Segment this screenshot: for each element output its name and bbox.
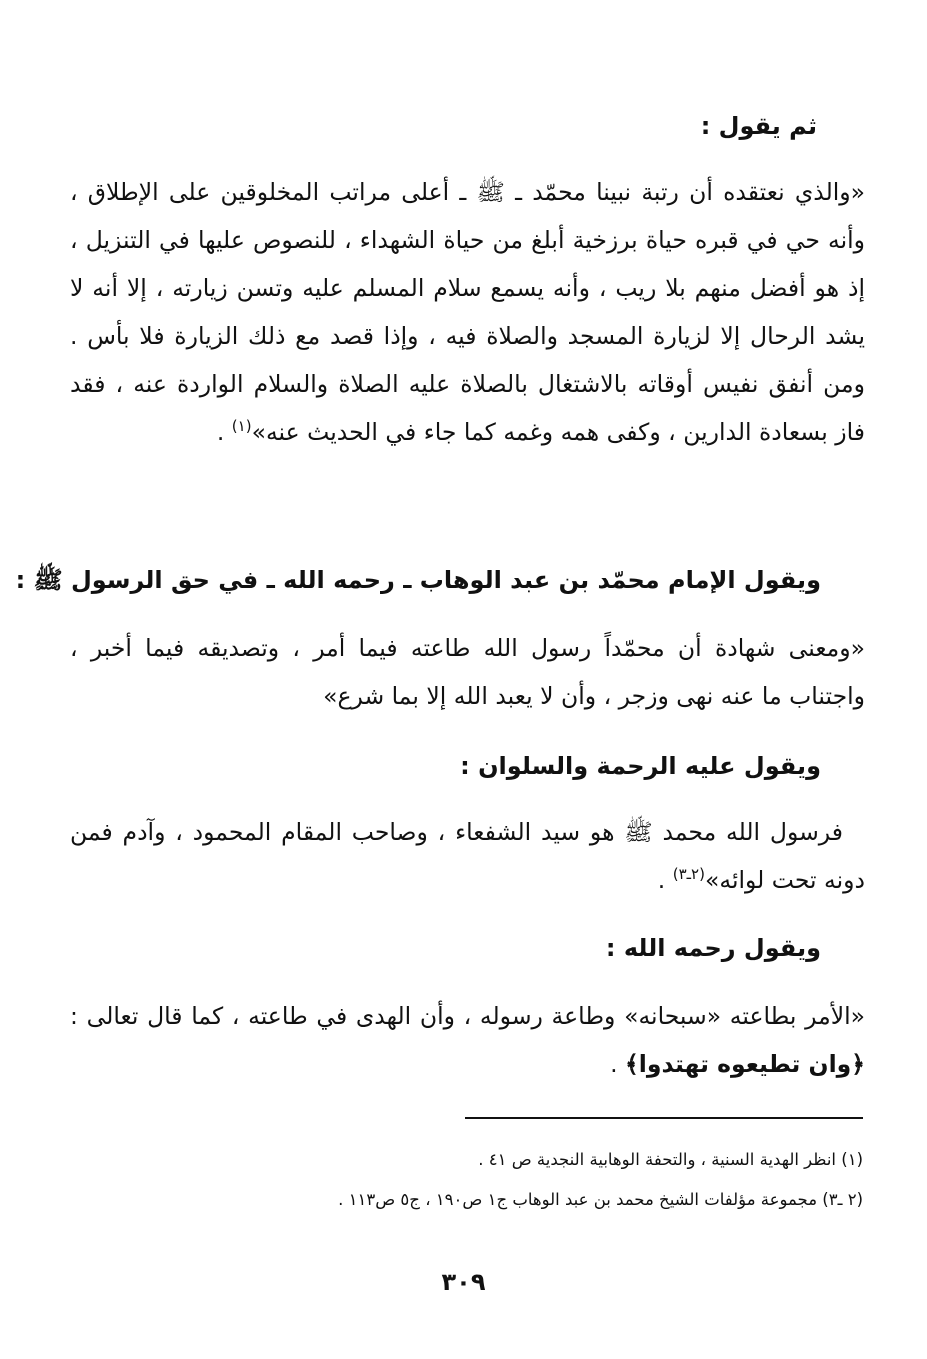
footnote-ref-2-3: (٢ـ٣) xyxy=(672,865,705,884)
paragraph-obedience-end: . xyxy=(610,1050,626,1078)
paragraph-creed-quote xyxy=(70,168,865,456)
paragraph-obedience-text: «الأمر بطاعته «سبحانه» وطاعة رسوله ، وأن الهدى في طاعته ، كما قال تعالى : xyxy=(70,1002,865,1030)
footnote-separator xyxy=(465,1117,863,1119)
paragraph-intercessor-end: . xyxy=(657,866,673,894)
heading-he-says-mercy: ويقول رحمه الله : xyxy=(605,934,821,962)
paragraph-shahada-meaning xyxy=(70,624,865,720)
paragraph-obedience xyxy=(70,992,865,1088)
heading-then-he-says: ثم يقول : xyxy=(700,112,817,140)
quran-verse: ﴿وان تطيعوه تهتدوا﴾ xyxy=(625,1050,865,1078)
paragraph-creed-end: . xyxy=(216,418,232,446)
paragraph-shahada-text: «ومعنى شهادة أن محمّداً رسول الله طاعته فيما أمر ، وتصديقه فيما أخبر ، واجتناب ما عنه نهى وزجر ، وأن لا يعبد الله إلا بما شرع» xyxy=(70,634,865,710)
paragraph-intercessor xyxy=(70,808,865,904)
footnote-2-3: (٢ ـ٣) مجموعة مؤلفات الشيخ محمد بن عبد الوهاب ج١ ص١٩٠ ، ج٥ ص١١٣ . xyxy=(338,1190,863,1209)
footnote-ref-1: (١) xyxy=(231,417,252,436)
footnotes xyxy=(68,1140,863,1220)
paragraph-creed-text: «والذي نعتقده أن رتبة نبينا محمّد ـ ﷺ ـ أعلى مراتب المخلوقين على الإطلاق ، وأنه حي في قبره حياة برزخية أبلغ من حياة الشهداء ، للنصوص عليها في التنزيل ، إذ هو أفضل منهم بلا ريب ، وأنه يسمع سلام المسلم عليه وتسن زيارته ، إلا أنه لا يشد الرحال إلا لزيارة المسجد والصلاة فيه ، وإذا قصد مع ذلك الزيارة فلا بأس . ومن أنفق نفيس أوقاته بالاشتغال بالصلاة عليه الصلاة والسلام الواردة عنه ، فقد فاز بسعادة الدارين ، وكفى همه وغمه كما جاء في الحديث عنه» xyxy=(70,178,865,446)
footnote-1: (١) انظر الهدية السنية ، والتحفة الوهابية النجدية ص ٤١ . xyxy=(478,1150,863,1169)
paragraph-intercessor-text: فرسول الله محمد ﷺ هو سيد الشفعاء ، وصاحب المقام المحمود ، وآدم فمن دونه تحت لوائه» xyxy=(70,818,865,894)
heading-imam-says: ويقول الإمام محمّد بن عبد الوهاب ـ رحمه الله ـ في حق الرسول ﷺ : xyxy=(15,566,821,594)
heading-he-says-blessing: ويقول عليه الرحمة والسلوان : xyxy=(460,752,821,780)
page-number: ٣٠٩ xyxy=(441,1268,486,1296)
